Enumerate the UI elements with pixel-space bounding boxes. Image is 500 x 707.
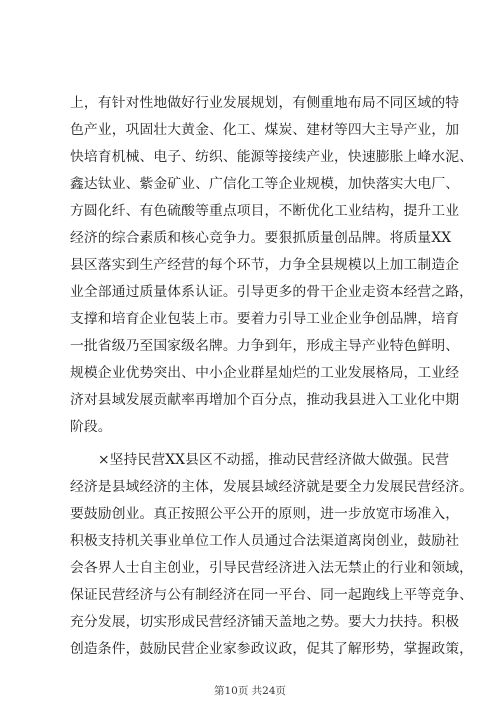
- text-line: 规模企业优势突出、中小企业群星灿烂的工业发展格局，工业经: [70, 365, 460, 381]
- text-line: 会各界人士自主创业，引导民营经济进入法无禁止的行业和领域，: [70, 560, 474, 576]
- text-line: 方圆化纤、有色硫酸等重点项目，不断优化工业结构，提升工业: [70, 203, 460, 219]
- text-line: 保证民营经济与公有制经济在同一平台、同一起跑线上平等竞争、: [70, 587, 474, 603]
- paragraph-2: [70, 447, 474, 663]
- text-line: 色产业，巩固壮大黄金、化工、煤炭、建材等四大主导产业，加: [70, 122, 460, 138]
- text-line: 支撑和培育企业包装上市。要着力引导工业企业争创品牌，培育: [70, 311, 460, 327]
- text-line: 快培育机械、电子、纺织、能源等接续产业，快速膨胀上峰水泥、: [70, 149, 474, 165]
- paragraph-1: [70, 90, 474, 441]
- text-line: 创造条件，鼓励民营企业家参政议政，促其了解形势，掌握政策，: [70, 641, 474, 657]
- text-line: 县区落实到生产经营的每个环节，力争全县规模以上加工制造企: [70, 257, 460, 273]
- page-number-footer: 第10页 共24页: [213, 685, 287, 697]
- text-line: ×坚持民营XX县区不动摇，推动民营经济做大做强。民营: [98, 452, 450, 468]
- text-line: 济对县域发展贡献率再增加个百分点，推动我县进入工业化中期: [70, 392, 460, 408]
- text-line: 鑫达钛业、紫金矿业、广信化工等企业规模，加快落实大电厂、: [70, 176, 460, 192]
- text-line: 积极支持机关事业单位工作人员通过合法渠道离岗创业，鼓励社: [70, 533, 460, 549]
- text-line: 一批省级乃至国家级名牌。力争到年，形成主导产业特色鲜明、: [70, 338, 460, 354]
- text-line: 阶段。: [70, 419, 112, 435]
- text-line: 经济是县域经济的主体，发展县域经济就是要全力发展民营经济。: [70, 479, 474, 495]
- text-line: 上，有针对性地做好行业发展规划，有侧重地布局不同区域的特: [70, 95, 460, 111]
- text-line: 经济的综合素质和核心竞争力。要狠抓质量创品牌。将质量XX: [70, 230, 452, 246]
- text-line: 要鼓励创业。真正按照公平公开的原则，进一步放宽市场准入，: [70, 506, 460, 522]
- text-line: 业全部通过质量体系认证。引导更多的骨干企业走资本经营之路，: [70, 284, 474, 300]
- text-line: 充分发展，切实形成民营经济铺天盖地之势。要大力扶持。积极: [70, 614, 460, 630]
